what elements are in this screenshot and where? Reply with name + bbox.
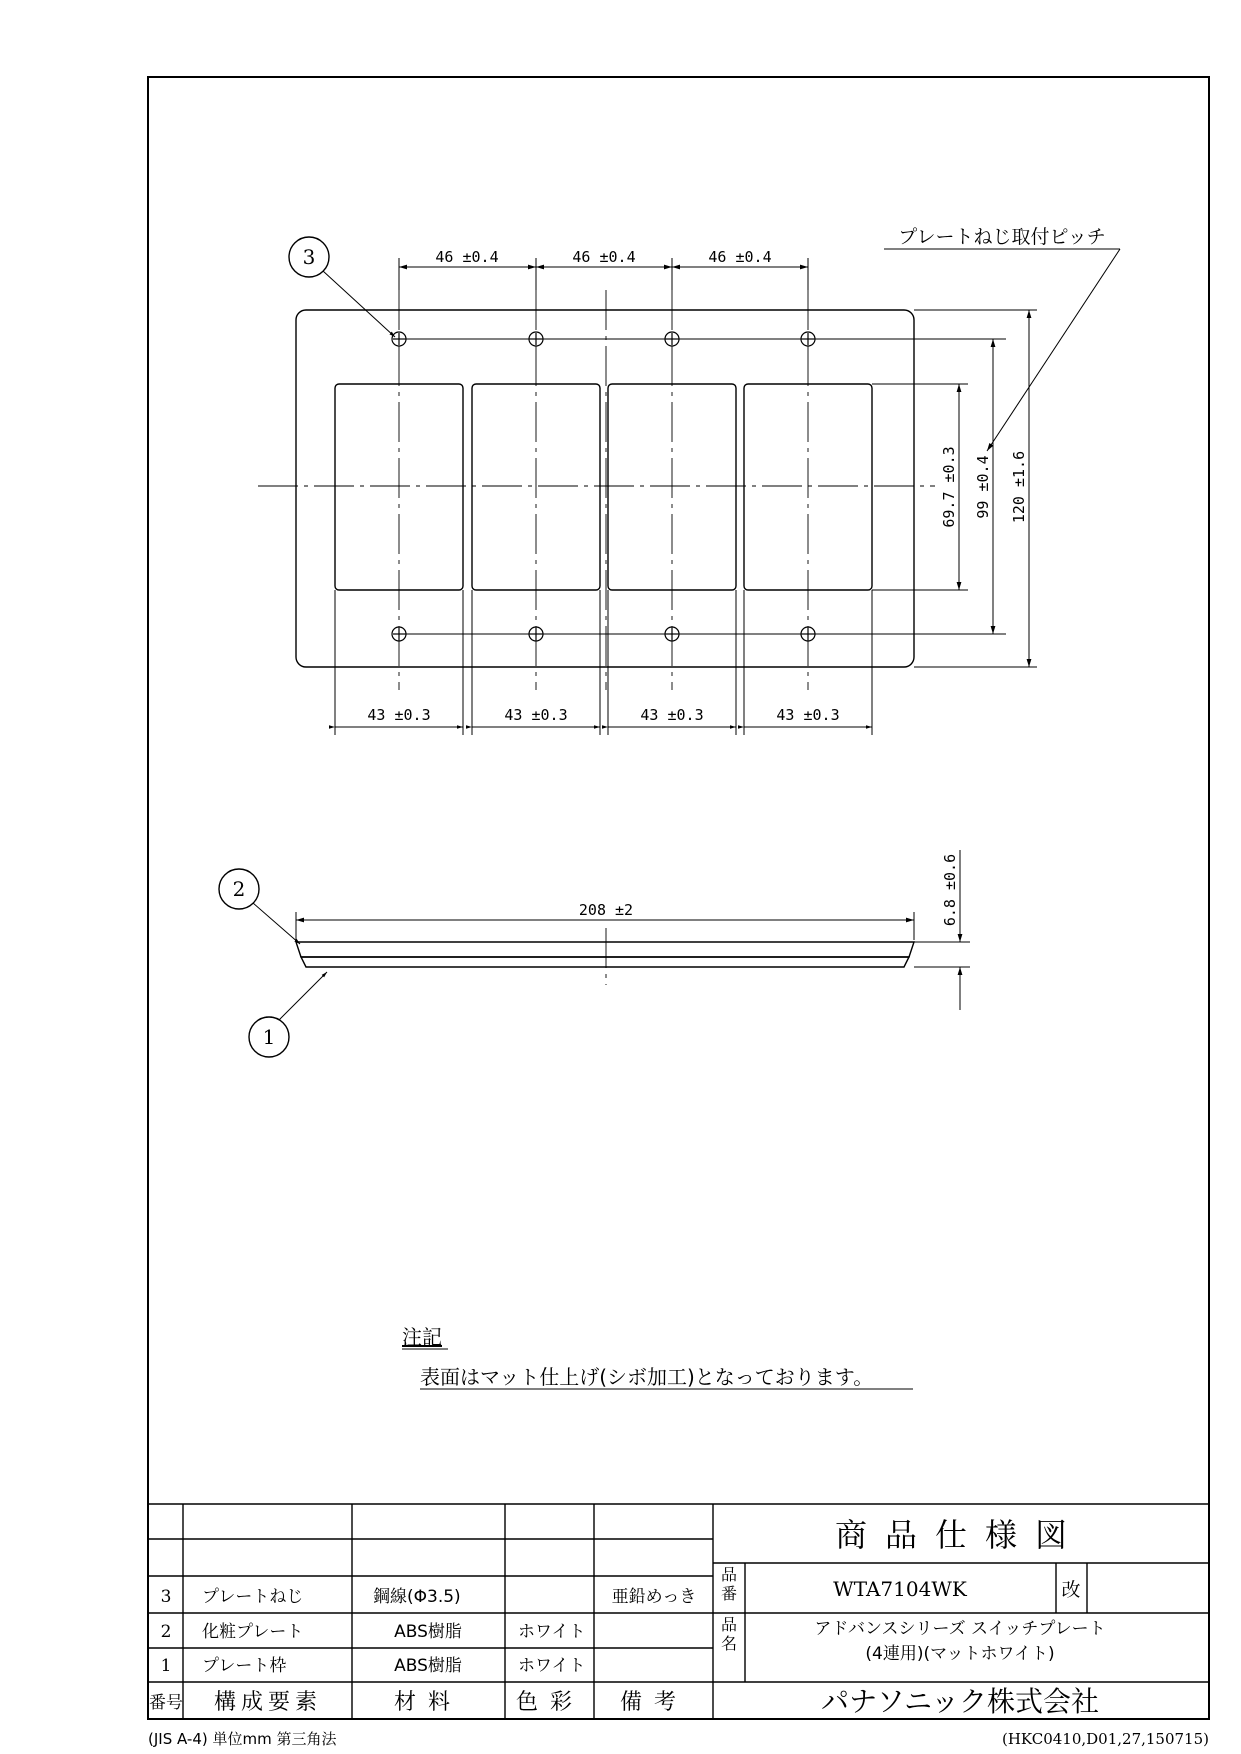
product-name-label: 品名 [721, 1615, 738, 1653]
dim-plate-width: 208 ±2 [578, 901, 634, 919]
screw-icon [665, 332, 679, 346]
pitch-leader [884, 249, 1120, 451]
parts-row-3-material: 鋼線(Φ3.5) [373, 1587, 461, 1607]
product-no: WTA7104WK [833, 1577, 967, 1601]
screw-icon [529, 627, 543, 641]
screw-icon [529, 332, 543, 346]
callout-number-1: 1 [262, 1025, 276, 1049]
parts-row-1-element: プレート枠 [202, 1656, 287, 1676]
screw-icon [392, 627, 406, 641]
screw-icon [665, 627, 679, 641]
parts-row-2-no: 2 [160, 1622, 172, 1642]
parts-row-2-element: 化粧プレート [202, 1622, 304, 1642]
callout-cover [219, 869, 300, 944]
dim-opening-3: 43 ±0.3 [640, 706, 704, 724]
dim-opening-1: 43 ±0.3 [367, 706, 431, 724]
notes-text: 表面はマット仕上げ(シボ加工)となっております。 [420, 1365, 874, 1389]
dim-plate-thickness: 6.8 ±0.6 [941, 853, 959, 927]
callout-number-3: 3 [302, 245, 316, 269]
parts-row-1-material: ABS樹脂 [394, 1656, 462, 1676]
side-view [296, 850, 970, 1010]
callout-number-2: 2 [232, 877, 246, 901]
parts-header-remarks: 備考 [619, 1690, 689, 1715]
footer-left: (JIS A-4) 単位mm 第三角法 [148, 1730, 337, 1748]
dim-opening-2: 43 ±0.3 [504, 706, 568, 724]
parts-row-1-color: ホワイト [518, 1656, 586, 1676]
product-name-line1: アドバンスシリーズ スイッチプレート [814, 1619, 1106, 1639]
company-name: パナソニック株式会社 [820, 1685, 1100, 1718]
sheet-border [148, 77, 1209, 1719]
footer-right: (HKC0410,D01,27,150715) [1001, 1730, 1209, 1748]
plate-outline [296, 310, 914, 667]
dim-plate-height: 120 ±1.6 [1010, 450, 1028, 524]
dim-pitch-3: 46 ±0.4 [708, 248, 772, 266]
parts-header-material: 材料 [393, 1690, 463, 1715]
front-view [296, 310, 914, 667]
parts-row-1-no: 1 [160, 1656, 172, 1676]
plate-screws [392, 332, 815, 641]
parts-header-element: 構成要素 [213, 1690, 323, 1715]
revision-label: 改 [1061, 1579, 1081, 1601]
screw-icon [392, 332, 406, 346]
vertical-dimensions [808, 310, 1037, 667]
dim-opening-4: 43 ±0.3 [776, 706, 840, 724]
parts-header-no: 番号 [149, 1693, 183, 1713]
product-no-label: 品番 [721, 1565, 738, 1603]
parts-row-3-remarks: 亜鉛めっき [611, 1587, 697, 1607]
dim-screw-pitch-vertical: 99 ±0.4 [974, 455, 992, 519]
parts-header-color: 色彩 [515, 1690, 585, 1715]
dim-opening-height: 69.7 ±0.3 [940, 446, 958, 528]
notes-heading: 注記 [402, 1325, 442, 1349]
title-block-title: 商品仕様図 [834, 1516, 1086, 1554]
parts-row-3-element: プレートねじ [202, 1587, 304, 1607]
dim-pitch-1: 46 ±0.4 [435, 248, 499, 266]
callout-frame [249, 972, 327, 1057]
parts-row-3-no: 3 [160, 1587, 172, 1607]
parts-row-2-color: ホワイト [518, 1622, 586, 1642]
pitch-label: プレートねじ取付ピッチ [898, 226, 1106, 248]
parts-row-2-material: ABS樹脂 [394, 1622, 462, 1642]
dim-pitch-2: 46 ±0.4 [572, 248, 636, 266]
product-name-line2: (4連用)(マットホワイト) [865, 1644, 1055, 1664]
center-lines [258, 290, 935, 985]
